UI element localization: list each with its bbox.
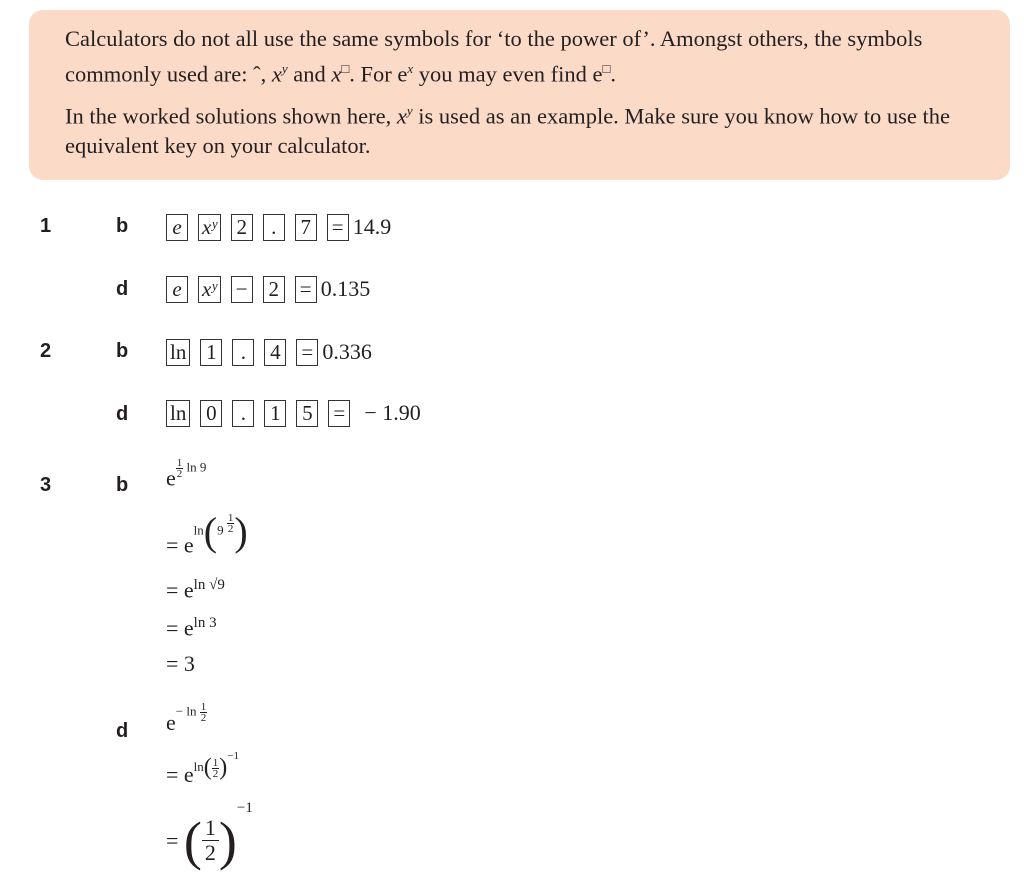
fraction-half: $\frac{1}{2}$ — [176, 457, 183, 480]
fraction-one-half: $\frac{1}{2}$ — [202, 816, 219, 865]
note-paragraph-2: In the worked solutions shown here, $x^y$ is used as an example. Make sure you know how to use the equivalent key on your calculator. — [65, 102, 950, 158]
math-line-3d-3: = ( $\frac{1}{2}$ )$^{-1}$ — [166, 800, 253, 871]
result-1d: 0.135 — [320, 276, 371, 301]
key-e: e — [166, 214, 188, 241]
key-digit: 4 — [264, 339, 286, 366]
part-label-2b: b — [116, 340, 129, 362]
math-line-3d-1: e− ln $\frac{1}{2}$ — [166, 701, 207, 735]
key-e: e — [166, 276, 188, 303]
keystroke-row-2d — [166, 397, 421, 429]
key-ln: ln — [166, 400, 190, 427]
result-1b: 14.9 — [352, 214, 392, 239]
calculator-note-box — [29, 10, 1010, 180]
result-2b: 0.336 — [322, 339, 372, 364]
key-equals: = — [327, 214, 349, 241]
key-ln: ln — [166, 339, 190, 366]
key-power: xʸ — [198, 214, 221, 241]
key-digit: 5 — [296, 400, 318, 427]
part-label-3d: d — [116, 720, 129, 742]
key-digit: 7 — [295, 214, 317, 241]
question-number-3: 3 — [40, 474, 52, 496]
question-number-2: 2 — [40, 340, 52, 362]
key-digit: 2 — [231, 214, 253, 241]
keystroke-row-1b — [166, 211, 391, 243]
result-2d: − 1.90 — [364, 400, 421, 425]
key-equals: = — [295, 276, 317, 303]
part-label-1b: b — [116, 215, 129, 237]
key-equals: = — [328, 400, 350, 427]
key-equals: = — [296, 339, 318, 366]
key-power: xʸ — [198, 276, 221, 303]
key-digit: 1 — [264, 400, 286, 427]
key-digit: 2 — [263, 276, 285, 303]
keystroke-row-1d — [166, 273, 370, 305]
key-decimal: . — [232, 339, 254, 366]
math-line-3b-5: = 3 — [166, 651, 195, 676]
keystroke-row-2b — [166, 336, 372, 368]
note-paragraph-1: Calculators do not all use the same symbols for ‘to the power of’. Amongst others, the symbols commonly used are: ˆ, $x^y$ and x□. For $e^x$ you may even find e□. — [65, 26, 923, 87]
part-label-3b: b — [116, 474, 129, 496]
key-digit: 0 — [200, 400, 222, 427]
part-label-1d: d — [116, 278, 129, 300]
math-line-3b-1: e $\frac{1}{2}$ ln 9 — [166, 457, 207, 491]
math-line-3b-2: = eln(9 $\frac{1}{2}$ ) — [166, 509, 248, 558]
key-decimal: . — [232, 400, 254, 427]
key-minus: − — [231, 276, 253, 303]
part-label-2d: d — [116, 403, 129, 425]
math-line-3d-2: = eln( $\frac{1}{2}$ )$^{-1}$ — [166, 750, 240, 787]
math-line-3b-3: = $e^{ln √9}$ — [166, 577, 225, 603]
math-line-3b-4: = $e^{ln 3}$ — [166, 615, 217, 641]
key-digit: 1 — [200, 339, 222, 366]
question-number-1: 1 — [40, 215, 52, 237]
key-decimal: . — [263, 214, 285, 241]
